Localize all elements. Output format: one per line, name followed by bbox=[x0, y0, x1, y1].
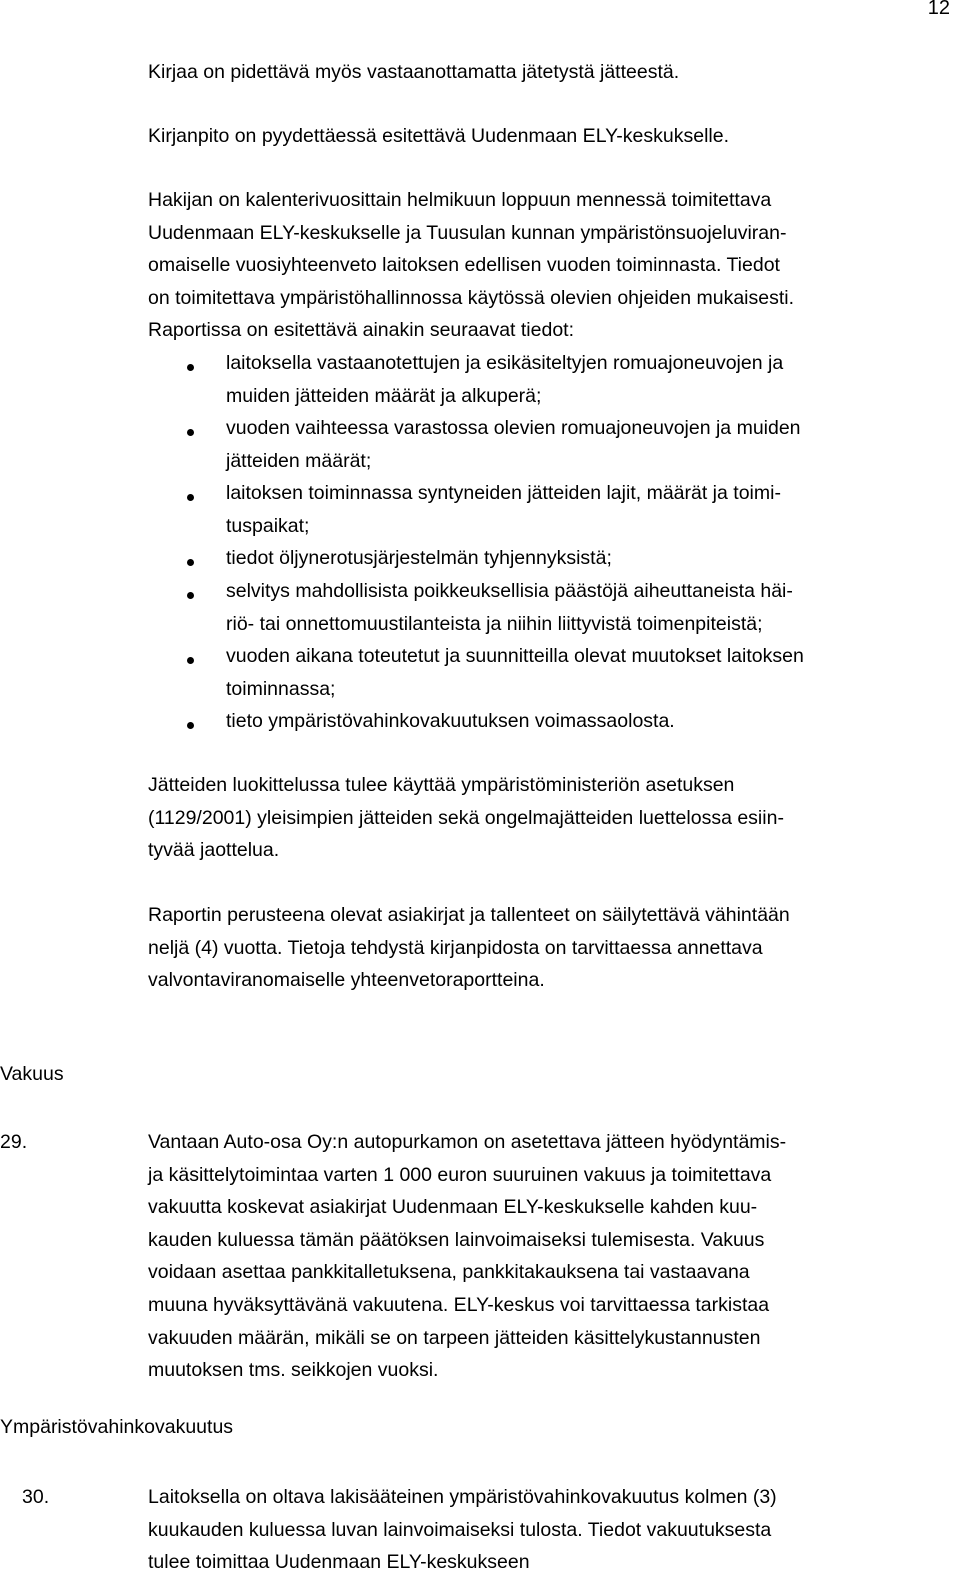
bullet-icon bbox=[187, 592, 194, 599]
paragraph-record-retention bbox=[148, 899, 790, 997]
text-line: laitoksen toiminnassa syntyneiden jätteiden lajit, määrät ja toimi- bbox=[226, 482, 781, 504]
text-line: muutoksen tms. seikkojen vuoksi. bbox=[148, 1359, 439, 1382]
clause-30-text bbox=[148, 1481, 777, 1579]
text-line: Laitoksella on oltava lakisääteinen ympäristövahinkovakuutus kolmen (3) bbox=[148, 1486, 777, 1508]
paragraph-bookkeeping-presentation: Kirjanpito on pyydettäessä esitettävä Uudenmaan ELY-keskukselle. bbox=[148, 125, 730, 147]
text-line: Raportin perusteena olevat asiakirjat ja tallenteet on säilytettävä vähintään bbox=[148, 904, 790, 926]
text-line: muuna hyväksyttävänä vakuutena. ELY-keskus voi tarvittaessa tarkistaa bbox=[148, 1293, 770, 1316]
text-line: laitoksella vastaanotettujen ja esikäsiteltyjen romuajoneuvojen ja bbox=[226, 352, 784, 374]
text-line: tyvää jaottelua. bbox=[148, 839, 280, 862]
text-line: Uudenmaan ELY-keskukselle ja Tuusulan kunnan ympäristönsuojeluviran- bbox=[148, 221, 787, 244]
list-item bbox=[226, 412, 801, 477]
text-line: kuukauden kuluessa luvan lainvoimaiseksi tulosta. Tiedot vakuutuksesta bbox=[148, 1518, 772, 1541]
text-line: omaiselle vuosiyhteenveto laitoksen edellisen vuoden toiminnasta. Tiedot bbox=[148, 254, 780, 277]
text-line: valvontaviranomaiselle yhteenvetoraportteina. bbox=[148, 969, 545, 992]
list-item bbox=[226, 542, 612, 575]
text-line: Hakijan on kalenterivuosittain helmikuun loppuun mennessä toimitettava bbox=[148, 189, 772, 211]
list-item bbox=[226, 477, 781, 542]
text-line: on toimitettava ympäristöhallinnossa käytössä olevien ohjeiden mukaisesti. bbox=[148, 286, 795, 309]
paragraph-record-refused-waste: Kirjaa on pidettävä myös vastaanottamatta jätetystä jätteestä. bbox=[148, 61, 680, 83]
clause-29-text bbox=[148, 1126, 786, 1387]
section-heading-vakuus: Vakuus bbox=[0, 1063, 64, 1085]
text-line: ja käsittelytoimintaa varten 1 000 euron suuruinen vakuus ja toimitettava bbox=[148, 1163, 772, 1186]
list-item bbox=[226, 705, 675, 738]
bullet-icon bbox=[187, 657, 194, 664]
list-item bbox=[226, 575, 793, 640]
text-line: tieto ympäristövahinkovakuutuksen voimassaolosta. bbox=[226, 710, 675, 732]
bullet-icon bbox=[187, 494, 194, 501]
text-line: Vantaan Auto-osa Oy:n autopurkamon on asetettava jätteen hyödyntämis- bbox=[148, 1131, 787, 1153]
text-line: tuspaikat; bbox=[226, 514, 310, 537]
paragraph-report-intro: Raportissa on esitettävä ainakin seuraavat tiedot: bbox=[148, 319, 575, 341]
text-line: muiden jätteiden määrät ja alkuperä; bbox=[226, 384, 542, 407]
bullet-icon bbox=[187, 559, 194, 566]
list-item bbox=[226, 640, 804, 705]
text-line: vuoden vaihteessa varastossa olevien romuajoneuvojen ja muiden bbox=[226, 417, 801, 439]
text-line: tiedot öljynerotusjärjestelmän tyhjennyksistä; bbox=[226, 547, 612, 569]
clause-number-29: 29. bbox=[0, 1131, 28, 1153]
text-line: toiminnassa; bbox=[226, 677, 336, 700]
text-line: riö- tai onnettomuustilanteista ja niihin liittyvistä toimenpiteistä; bbox=[226, 612, 763, 635]
list-item bbox=[226, 347, 783, 412]
text-line: tulee toimittaa Uudenmaan ELY-keskukseen bbox=[148, 1551, 530, 1574]
text-line: kauden kuluessa tämän päätöksen lainvoimaiseksi tulemisesta. Vakuus bbox=[148, 1228, 765, 1251]
paragraph-annual-summary bbox=[148, 184, 794, 314]
bullet-icon bbox=[187, 722, 194, 729]
bullet-icon bbox=[187, 429, 194, 436]
text-line: (1129/2001) yleisimpien jätteiden sekä ongelmajätteiden luettelossa esiin- bbox=[148, 806, 784, 829]
text-line: selvitys mahdollisista poikkeuksellisia päästöjä aiheuttaneista häi- bbox=[226, 580, 793, 602]
text-line: jätteiden määrät; bbox=[226, 449, 372, 472]
text-line: vuoden aikana toteutetut ja suunnitteilla olevat muutokset laitoksen bbox=[226, 645, 804, 667]
bullet-icon bbox=[187, 364, 194, 371]
page-number: 12 bbox=[927, 0, 950, 19]
text-line: neljä (4) vuotta. Tietoja tehdystä kirjanpidosta on tarvittaessa annettava bbox=[148, 936, 763, 959]
clause-number-30: 30. bbox=[22, 1486, 50, 1508]
text-line: vakuutta koskevat asiakirjat Uudenmaan ELY-keskukselle kahden kuu- bbox=[148, 1196, 758, 1219]
paragraph-waste-classification bbox=[148, 769, 784, 867]
text-line: Jätteiden luokittelussa tulee käyttää ympäristöministeriön asetuksen bbox=[148, 774, 735, 796]
section-heading-ymparistovahinkovakuutus: Ympäristövahinkovakuutus bbox=[0, 1416, 234, 1438]
text-line: vakuuden määrän, mikäli se on tarpeen jätteiden käsittelykustannusten bbox=[148, 1326, 761, 1349]
text-line: voidaan asettaa pankkitalletuksena, pankkitakauksena tai vastaavana bbox=[148, 1261, 750, 1284]
